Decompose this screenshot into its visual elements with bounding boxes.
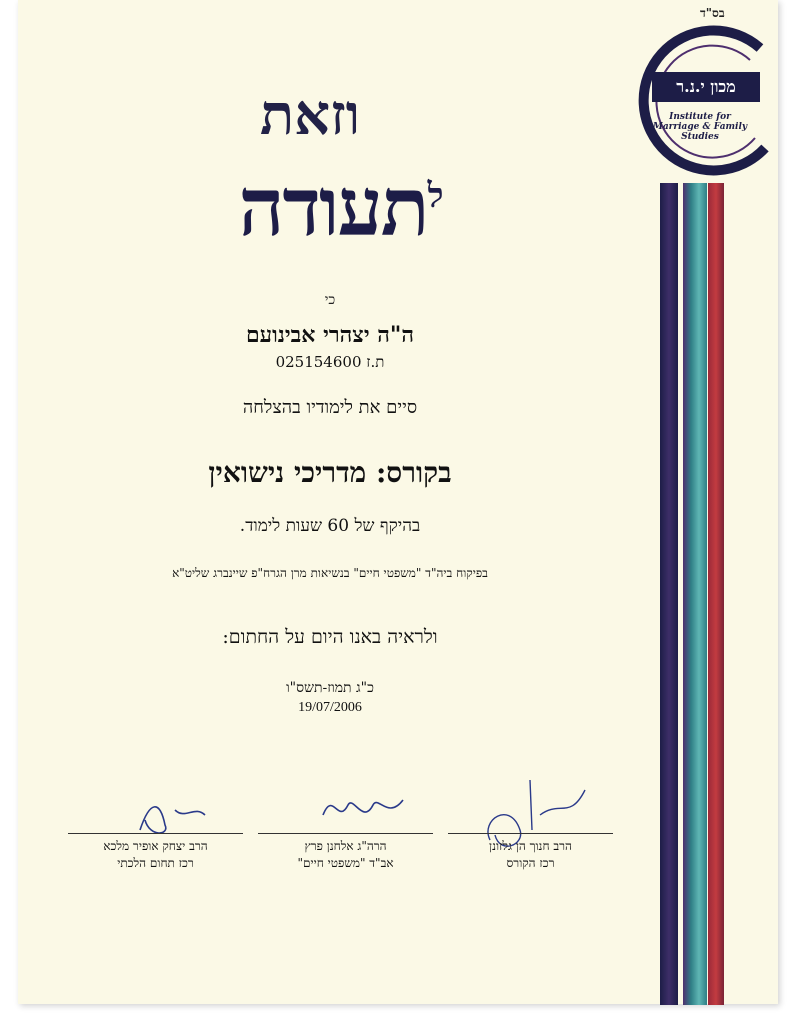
signer-role: רכז הקורס (506, 856, 555, 870)
recipient-name: ה"ה יצהרי אבינועם (245, 322, 415, 348)
signature-caption-left (68, 838, 243, 872)
title-teuda (140, 160, 540, 255)
signer-role: אב"ד "משפטי חיים" (297, 856, 394, 870)
ribbon-navy (660, 183, 678, 1005)
logo-name: מכון י.נ.ר (652, 72, 760, 102)
date-gregorian: 19/07/2006 (298, 700, 362, 715)
title-prefix: ל (427, 176, 442, 216)
ribbon-teal (683, 183, 707, 1005)
signer-name: הרב חנוך הן גלזונן (489, 839, 572, 853)
title-main: תעודה (238, 160, 428, 254)
id-label: ת.ז (366, 353, 385, 371)
ki-text: כי (324, 292, 336, 308)
signature-line-center (258, 833, 433, 834)
course-hours: בהיקף של 60 שעות לימוד. (239, 516, 421, 536)
signer-name: הרה"ג אלחנן פרץ (304, 839, 387, 853)
witness-text: ולראיה באנו היום על החתום: (222, 626, 438, 648)
id-number: 025154600 (275, 353, 362, 371)
ribbon-red (708, 183, 724, 1005)
date-hebrew: כ"ג תמוז-תשס"ו (286, 680, 374, 696)
signature-caption-center (258, 838, 433, 872)
signer-role: רכז תחום הלכתי (117, 856, 194, 870)
signature-line-right (448, 833, 613, 834)
signature-drawing-center (318, 785, 408, 835)
course-name: בקורס: מדריכי נישואין (208, 456, 452, 489)
logo-english: Institute for Marriage & Family Studies (652, 112, 748, 142)
supervision-text: בפיקוח ביה"ד "משפטי חיים" בנשיאות מרן הגרח"פ שיינברג שליט"א (172, 566, 488, 580)
signer-name: הרב יצחק אופיר מלכא (103, 839, 208, 853)
signature-line-left (68, 833, 243, 834)
completed-text: סיים את לימודיו בהצלחה (242, 397, 418, 418)
bsd-header: בס"ד (700, 6, 725, 20)
title-zot: וזאת (259, 82, 361, 148)
signature-caption-right (448, 838, 613, 872)
recipient-id (260, 353, 400, 372)
